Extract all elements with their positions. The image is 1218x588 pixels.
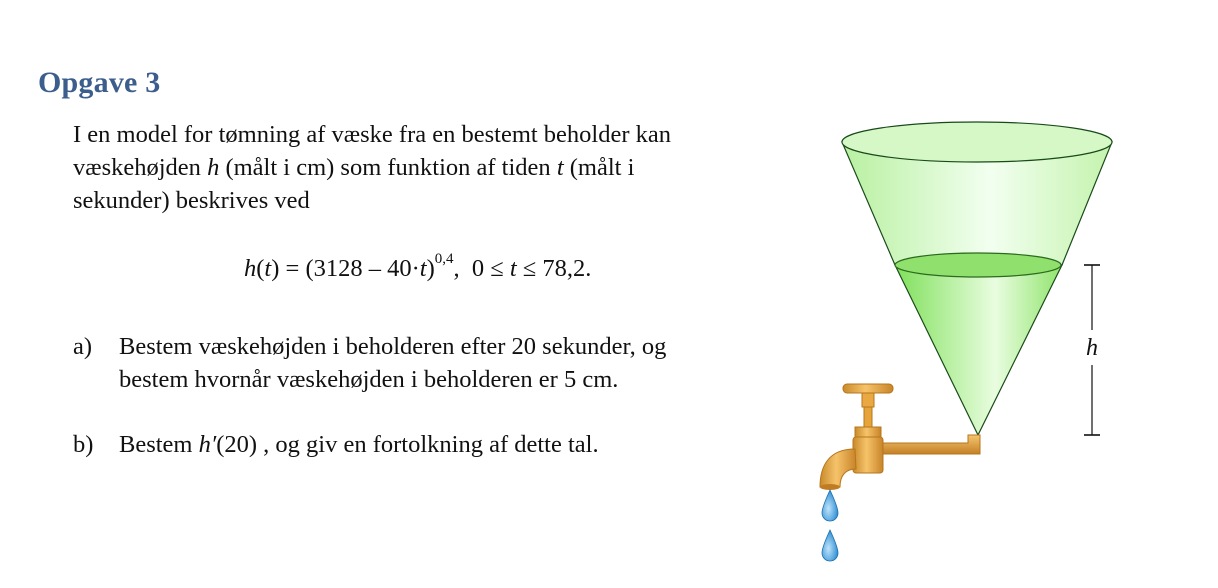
water-drop bbox=[822, 530, 838, 561]
intro-line: sekunder) beskrives ved bbox=[73, 187, 310, 214]
liquid-surface bbox=[895, 253, 1061, 277]
funnel-liquid bbox=[895, 265, 1062, 435]
question-text: Bestem væskehøjden i beholderen efter 20 sekunder, og bbox=[119, 333, 667, 360]
question-label: b) bbox=[73, 431, 94, 458]
intro-line: I en model for tømning af væske fra en bestemt beholder kan bbox=[73, 121, 672, 148]
question-label: a) bbox=[73, 333, 93, 360]
formula-exponent: 0,4 bbox=[434, 251, 454, 267]
tap-knob bbox=[862, 393, 874, 407]
funnel-rim bbox=[842, 122, 1112, 162]
exercise-title: Opgave 3 bbox=[38, 66, 161, 99]
water-drop bbox=[822, 490, 838, 521]
question-text: bestem hvornår væskehøjden i beholderen er 5 cm. bbox=[119, 366, 619, 393]
tap-spout bbox=[820, 449, 856, 487]
intro-paragraph bbox=[73, 118, 793, 217]
tap-handle bbox=[843, 384, 893, 393]
tap-body bbox=[853, 437, 883, 473]
pipe-horizontal bbox=[880, 435, 980, 454]
tap-collar bbox=[855, 427, 881, 437]
funnel-illustration bbox=[800, 105, 1130, 575]
question-text: Bestem h′(20) , og giv en fortolkning af dette tal. bbox=[119, 431, 599, 458]
intro-line: væskehøjden h (målt i cm) som funktion af tiden t (målt i bbox=[73, 154, 635, 181]
height-label: h bbox=[1086, 335, 1098, 361]
tap-stem bbox=[864, 405, 872, 427]
model-formula: $h(t) = (3128 - 40\cdot t)^{0,4}$, 0 ≤ t ≤ 78,2. bbox=[244, 251, 592, 283]
